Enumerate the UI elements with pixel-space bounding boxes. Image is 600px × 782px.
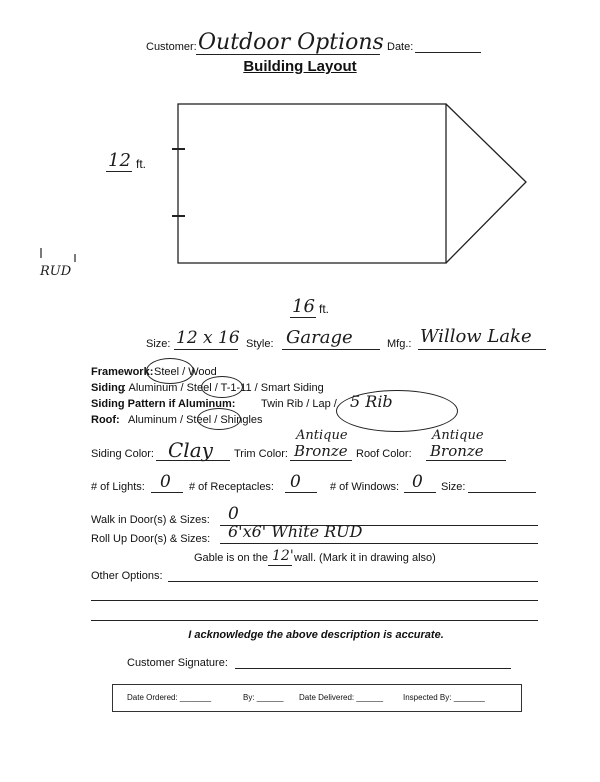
width-line <box>106 171 132 172</box>
style-label: Style: <box>246 338 274 350</box>
inspected-by-label[interactable]: Inspected By: _______ <box>403 693 485 702</box>
mfg-label: Mfg.: <box>387 338 412 350</box>
siding-options[interactable]: : Aluminum / Steel / T-1-11 / Smart Siding <box>123 382 324 394</box>
roof-steel-circle <box>197 408 241 430</box>
size-value[interactable]: 12 x 16 <box>176 328 240 348</box>
mfg-value[interactable]: Willow Lake <box>420 326 532 347</box>
window-size-label: Size: <box>441 481 466 493</box>
width-unit: ft. <box>136 157 147 171</box>
pattern-label: Siding Pattern if Aluminum: <box>91 398 236 410</box>
windows-line <box>404 492 436 493</box>
date-label: Date: <box>387 41 414 53</box>
roof-color-label: Roof Color: <box>356 448 412 460</box>
siding-color-line <box>156 460 230 461</box>
rollup-door-label: Roll Up Door(s) & Sizes: <box>91 533 211 545</box>
style-value[interactable]: Garage <box>286 327 353 348</box>
framework-steel-circle <box>146 358 194 384</box>
gable-suffix: wall. (Mark it in drawing also) <box>294 552 436 564</box>
receptacles-label: # of Receptacles: <box>189 481 274 493</box>
trim-color-line <box>290 460 352 461</box>
windows-label: # of Windows: <box>330 481 400 493</box>
style-line <box>282 349 380 350</box>
office-use-box <box>112 684 522 712</box>
roof-label: Roof: <box>91 414 120 426</box>
siding-steel-circle <box>201 376 243 398</box>
lights-label: # of Lights: <box>91 481 145 493</box>
length-line <box>290 317 316 318</box>
trim-color-value-1: Antique <box>296 428 348 443</box>
building-drawing <box>0 0 600 330</box>
lights-line <box>151 492 183 493</box>
customer-label: Customer: <box>146 41 197 53</box>
receptacles-line <box>285 492 317 493</box>
width-value: 12 <box>108 150 131 171</box>
windows-value[interactable]: 0 <box>412 472 423 492</box>
length-value: 16 <box>292 296 315 317</box>
walk-door-label: Walk in Door(s) & Sizes: <box>91 514 210 526</box>
other-options-line-1[interactable] <box>168 581 538 582</box>
siding-color-value[interactable]: Clay <box>168 438 213 462</box>
pattern-options[interactable]: Twin Rib / Lap / <box>261 398 337 410</box>
gable-outline <box>446 104 526 263</box>
date-delivered-label[interactable]: Date Delivered: ______ <box>299 693 384 702</box>
roof-color-value-2[interactable]: Bronze <box>430 442 484 460</box>
trim-color-value-2[interactable]: Bronze <box>294 442 348 460</box>
page-title: Building Layout <box>243 58 357 75</box>
lights-value[interactable]: 0 <box>160 472 171 492</box>
roof-options[interactable]: Aluminum / Steel / Shingles <box>128 414 263 426</box>
signature-label: Customer Signature: <box>127 657 228 669</box>
roof-color-line <box>426 460 506 461</box>
siding-color-label: Siding Color: <box>91 448 154 460</box>
by-label[interactable]: By: ______ <box>243 693 284 702</box>
rollup-door-value[interactable]: 6'x6' White RUD <box>228 522 363 541</box>
other-options-line-3[interactable] <box>91 620 538 621</box>
gable-value[interactable]: 12' <box>272 548 294 564</box>
length-unit: ft. <box>319 302 330 316</box>
walk-door-value[interactable]: 0 <box>228 504 239 524</box>
trim-color-label: Trim Color: <box>234 448 288 460</box>
receptacles-value[interactable]: 0 <box>290 472 301 492</box>
side-note: RUD <box>40 264 72 279</box>
framework-label: Framework: <box>91 366 154 378</box>
siding-label: Siding <box>91 382 125 394</box>
mfg-line <box>418 349 546 350</box>
window-size-field[interactable] <box>468 492 536 493</box>
size-label: Size: <box>146 338 171 350</box>
pattern-value: 5 Rib <box>350 392 393 411</box>
gable-line <box>268 565 292 566</box>
framework-options[interactable]: Steel / Wood <box>154 366 217 378</box>
other-options-line-2[interactable] <box>91 600 538 601</box>
date-ordered-label[interactable]: Date Ordered: _______ <box>127 693 212 702</box>
size-line <box>174 349 238 350</box>
rollup-door-line <box>220 543 538 544</box>
acknowledge-statement: I acknowledge the above description is accurate. <box>188 629 444 641</box>
building-outline <box>178 104 446 263</box>
roof-color-value-1: Antique <box>432 428 484 443</box>
pattern-circle <box>336 390 458 432</box>
other-options-label: Other Options: <box>91 570 163 582</box>
gable-prefix: Gable is on the <box>194 552 268 564</box>
signature-field[interactable] <box>235 668 511 669</box>
customer-value[interactable]: Outdoor Options <box>198 30 384 55</box>
